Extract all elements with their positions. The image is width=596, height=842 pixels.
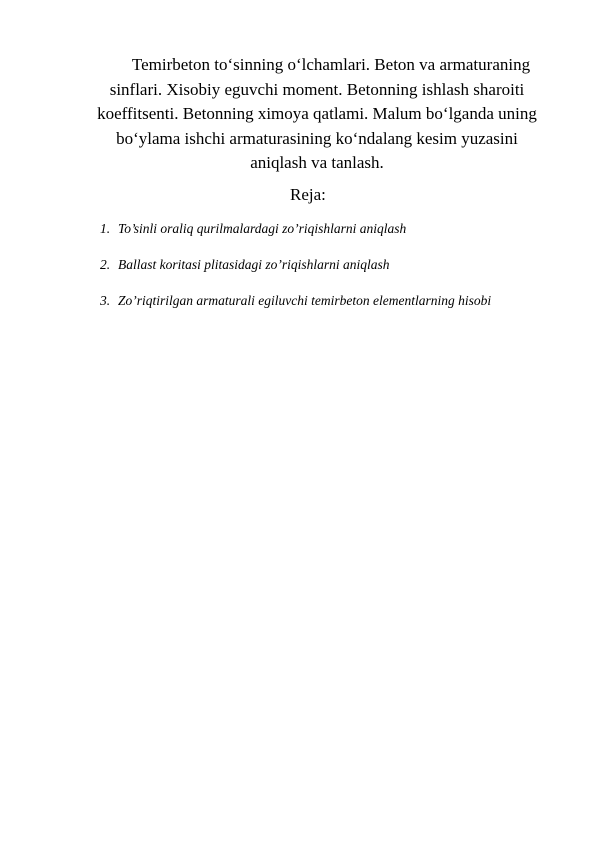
plan-item-number: 2. (100, 257, 111, 272)
plan-item (100, 218, 540, 240)
plan-item-text: Ballast koritasi plitasidagi zo’riqishlarni aniqlash (118, 257, 390, 272)
plan-item-text: To’sinli oraliq qurilmalardagi zo’riqishlarni aniqlash (118, 221, 407, 236)
plan-item (100, 290, 540, 312)
plan-item (100, 254, 540, 276)
plan-item-text: Zo’riqtirilgan armaturali egiluvchi temirbeton elementlarning hisobi (118, 293, 492, 308)
document-heading: Temirbeton to‘sinning o‘lchamlari. Beton va armaturaning sinflari. Xisobiy eguvchi moment. Betonning ishlash sharoiti koeffitsenti. Betonning ximoya qatlami. Malum bo‘lganda uning bo‘ylama ishchi armaturasining ko‘ndalang kesim yuzasini aniqlash va tanlash. (97, 55, 537, 172)
plan-item-number: 3. (100, 293, 111, 308)
plan-item-number: 1. (100, 221, 111, 236)
plan-title: Reja: (290, 185, 326, 204)
plan-list (100, 218, 540, 326)
